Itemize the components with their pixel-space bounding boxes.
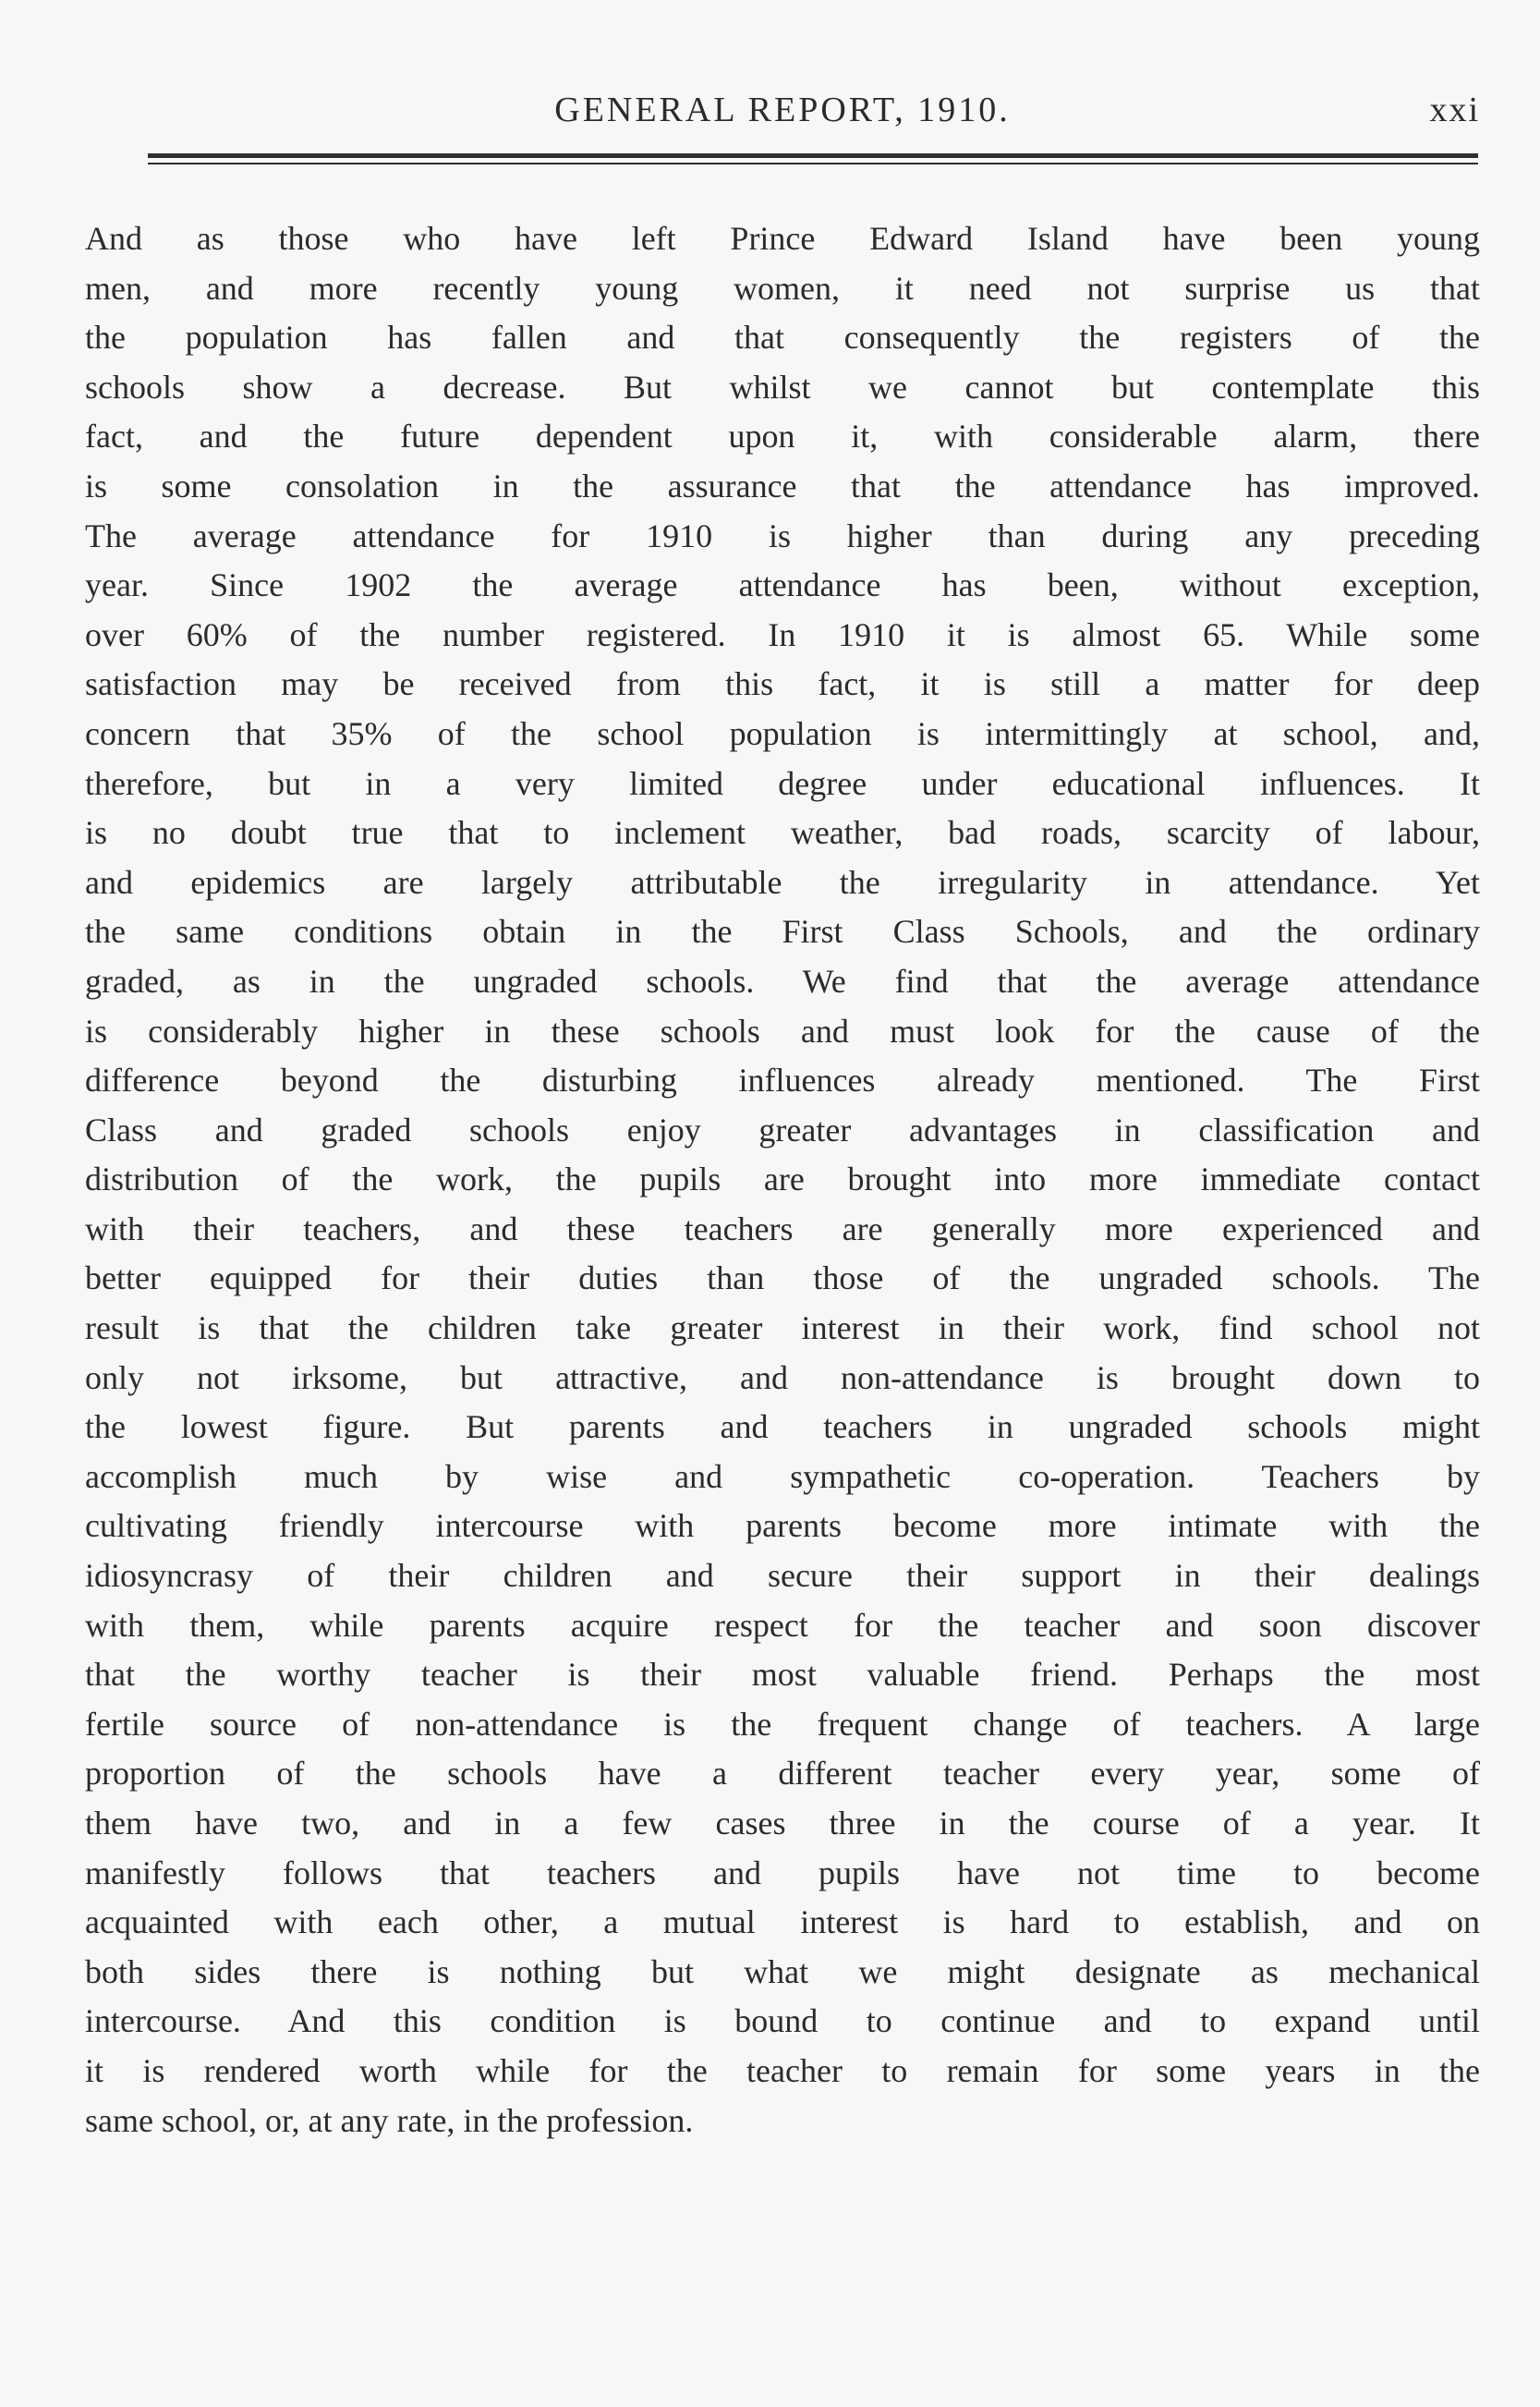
running-title: GENERAL REPORT, 1910. [554, 91, 1011, 129]
text-line: same school, or, at any rate, in the profession. [85, 2101, 694, 2139]
text-line: both sides there is nothing but what we might designate as mechanical [85, 1952, 1480, 1990]
text-line: idiosyncrasy of their children and secure their support in their dealings [85, 1557, 1480, 1595]
text-line: fact, and the future dependent upon it, with considerable alarm, there [85, 418, 1480, 456]
text-line: the population has fallen and that consequently the registers of the [85, 319, 1480, 357]
text-line: manifestly follows that teachers and pupils have not time to become [85, 1854, 1480, 1891]
text-line: therefore, but in a very limited degree under educational influences. It [85, 764, 1480, 802]
text-line: Class and graded schools enjoy greater advantages in classification and [85, 1111, 1480, 1149]
text-line: with their teachers, and these teachers are generally more experienced and [85, 1210, 1480, 1247]
text-line: cultivating friendly intercourse with parents become more intimate with the [85, 1507, 1480, 1545]
text-line: better equipped for their duties than those of the ungraded schools. The [85, 1259, 1480, 1297]
text-line: is considerably higher in these schools and must look for the cause of the [85, 1012, 1480, 1050]
header-rule-thin [148, 163, 1478, 164]
text-line: proportion of the schools have a different teacher every year, some of [85, 1755, 1480, 1793]
text-line: over 60% of the number registered. In 1910 it is almost 65. While some [85, 615, 1480, 653]
text-line: intercourse. And this condition is bound to continue and to expand until [85, 2002, 1480, 2040]
text-line: only not irksome, but attractive, and non-attendance is brought down to [85, 1358, 1480, 1396]
text-line: accomplish much by wise and sympathetic co-operation. Teachers by [85, 1457, 1480, 1495]
text-line: difference beyond the disturbing influences already mentioned. The First [85, 1062, 1480, 1100]
text-line: the same conditions obtain in the First Class Schools, and the ordinary [85, 913, 1480, 951]
text-line: acquainted with each other, a mutual interest is hard to establish, and on [85, 1903, 1480, 1941]
text-line: is some consolation in the assurance that the attendance has improved. [85, 467, 1480, 504]
text-line: men, and more recently young women, it need not surprise us that [85, 269, 1480, 307]
text-line: it is rendered worth while for the teacher to remain for some years in the [85, 2051, 1480, 2089]
body-paragraph [85, 214, 1480, 2146]
text-line: year. Since 1902 the average attendance has been, without exception, [85, 566, 1480, 604]
text-line: result is that the children take greater interest in their work, find school not [85, 1309, 1480, 1347]
text-line: distribution of the work, the pupils are brought into more immediate contact [85, 1161, 1480, 1198]
text-line: satisfaction may be received from this fact, it is still a matter for deep [85, 665, 1480, 703]
text-line: The average attendance for 1910 is higher than during any preceding [85, 517, 1480, 554]
text-line: and epidemics are largely attributable the irregularity in attendance. Yet [85, 863, 1480, 901]
text-line: the lowest figure. But parents and teachers in ungraded schools might [85, 1408, 1480, 1446]
text-line: them have two, and in a few cases three in the course of a year. It [85, 1805, 1480, 1842]
text-line: schools show a decrease. But whilst we cannot but contemplate this [85, 368, 1480, 406]
text-line: is no doubt true that to inclement weather, bad roads, scarcity of labour, [85, 814, 1480, 852]
text-line: that the worthy teacher is their most valuable friend. Perhaps the most [85, 1656, 1480, 1694]
text-line: graded, as in the ungraded schools. We find that the average attendance [85, 962, 1480, 1000]
text-line: concern that 35% of the school population is intermittingly at school, and, [85, 714, 1480, 752]
running-header [85, 89, 1480, 131]
text-line: And as those who have left Prince Edward Island have been young [85, 220, 1480, 257]
page-number: xxi [1429, 91, 1480, 129]
text-line: fertile source of non-attendance is the frequent change of teachers. A large [85, 1705, 1480, 1743]
text-line: with them, while parents acquire respect for the teacher and soon discover [85, 1606, 1480, 1644]
header-rule-thick [148, 153, 1478, 158]
